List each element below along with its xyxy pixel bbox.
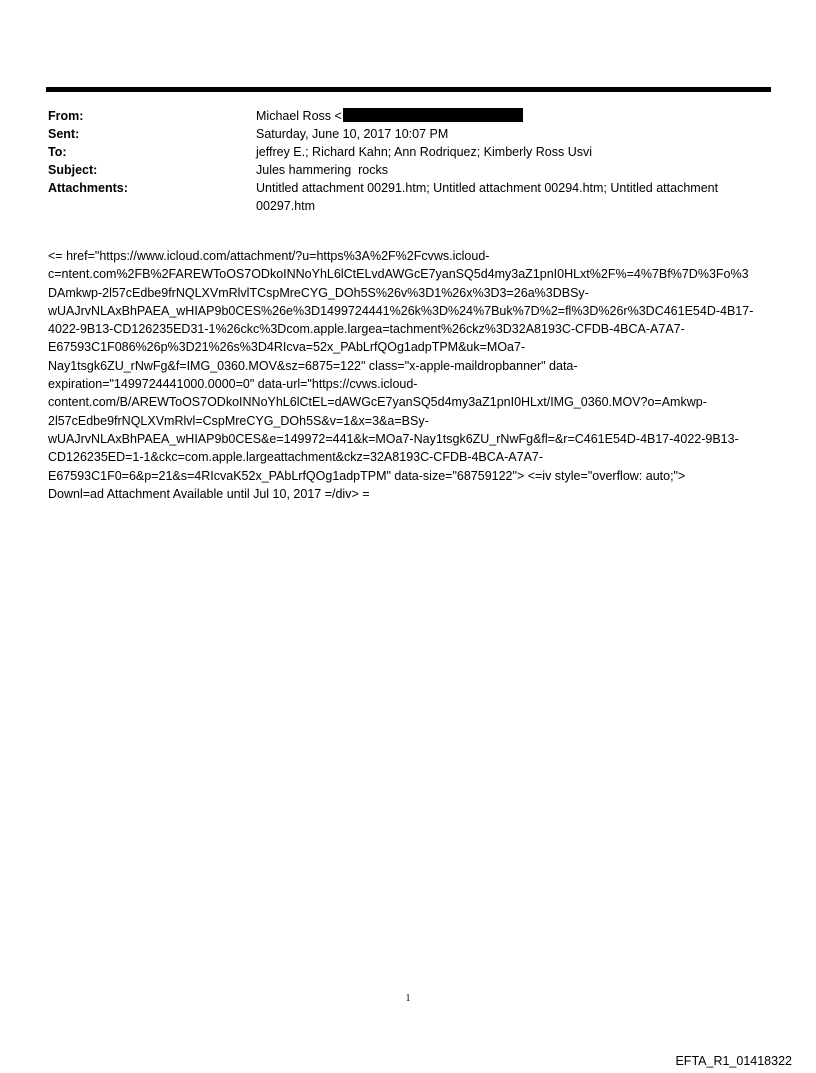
email-header xyxy=(48,107,778,215)
attachments-label: Attachments: xyxy=(48,181,128,195)
subject-value: Jules hammering rocks xyxy=(256,163,388,177)
subject-label: Subject: xyxy=(48,163,98,177)
bates-number: EFTA_R1_01418322 xyxy=(675,1054,792,1068)
header-divider xyxy=(46,87,771,92)
from-value-wrap xyxy=(256,107,778,125)
email-body: <= href="https://www.icloud.com/attachment/?u=https%3A%2F%2Fcvws.icloud- c=ntent.com%2FB%2FAREWToOS7ODkoINNoYhL6lCtELvdAWGcE7yanSQ5d4my3aZ1pnI0HLxt%2F%=4%7Bf%7D%3Fo%3 DAmkwp-2l57cEdbe9frNQLXVmRlvlTCspMreCYG_DOh5S%26v%3D1%26x%3D3=26a%3DBSy- wUAJrvNLAxBhPAEA_wHIAP9b0CES%26e%3D1499724441%26k%3D%24%7Buk%7D%2=fl%3D%26r%3DC461E54D-4B17- 4022-9B13-CD126235ED31-1%26ckc%3Dcom.apple.largea=tachment%26ckz%3D32A8193C-CFDB-4BCA-A7A7- E67593C1F086%26p%3D21%26s%3D4RIcva=52x_PAbLrfQOg1adpTPM&uk=MOa7- Nay1tsgk6ZU_rNwFg&f=IMG_0360.MOV&sz=6875=122" class="x-apple-maildropbanner" data- expiration="1499724441000.0000=0" data-url="https://cvws.icloud- content.com/B/AREWToOS7ODkoINNoYhL6lCtEL=dAWGcE7yanSQ5d4my3aZ1pnI0HLxt/IMG_0360.MOV?o=Amkwp- 2l57cEdbe9frNQLXVmRlvl=CspMreCYG_DOh5S&v=1&x=3&a=BSy- wUAJrvNLAxBhPAEA_wHIAP9b0CES&e=149972=441&k=MOa7-Nay1tsgk6ZU_rNwFg&fl=&r=C461E54D-4B17-4022-9B13- CD126235ED=1-1&ckc=com.apple.largeattachment&ckz=32A8193C-CFDB-4BCA-A7A7- E67593C1F0=6&p=21&s=4RIcvaK52x_PAbLrfQOg1adpTPM" data-size="68759122"> <=iv style="overflow: auto;"> Downl=ad Attachment Available until Jul 10, 2017 =/div> = xyxy=(48,249,754,501)
from-value: Michael Ross < xyxy=(256,109,342,123)
to-label: To: xyxy=(48,145,67,159)
sent-label: Sent: xyxy=(48,127,80,141)
sent-row xyxy=(48,125,778,143)
from-label: From: xyxy=(48,109,84,123)
attachments-value: Untitled attachment 00291.htm; Untitled attachment 00294.htm; Untitled attachment 00297.htm xyxy=(256,181,719,213)
redaction-block xyxy=(343,108,523,122)
page-number: 1 xyxy=(405,993,411,1004)
sent-value: Saturday, June 10, 2017 10:07 PM xyxy=(256,127,449,141)
attachments-row xyxy=(48,179,778,215)
from-row xyxy=(48,107,778,125)
to-row xyxy=(48,143,778,161)
to-value: jeffrey E.; Richard Kahn; Ann Rodriquez; Kimberly Ross Usvi xyxy=(256,145,593,159)
subject-row xyxy=(48,161,778,179)
